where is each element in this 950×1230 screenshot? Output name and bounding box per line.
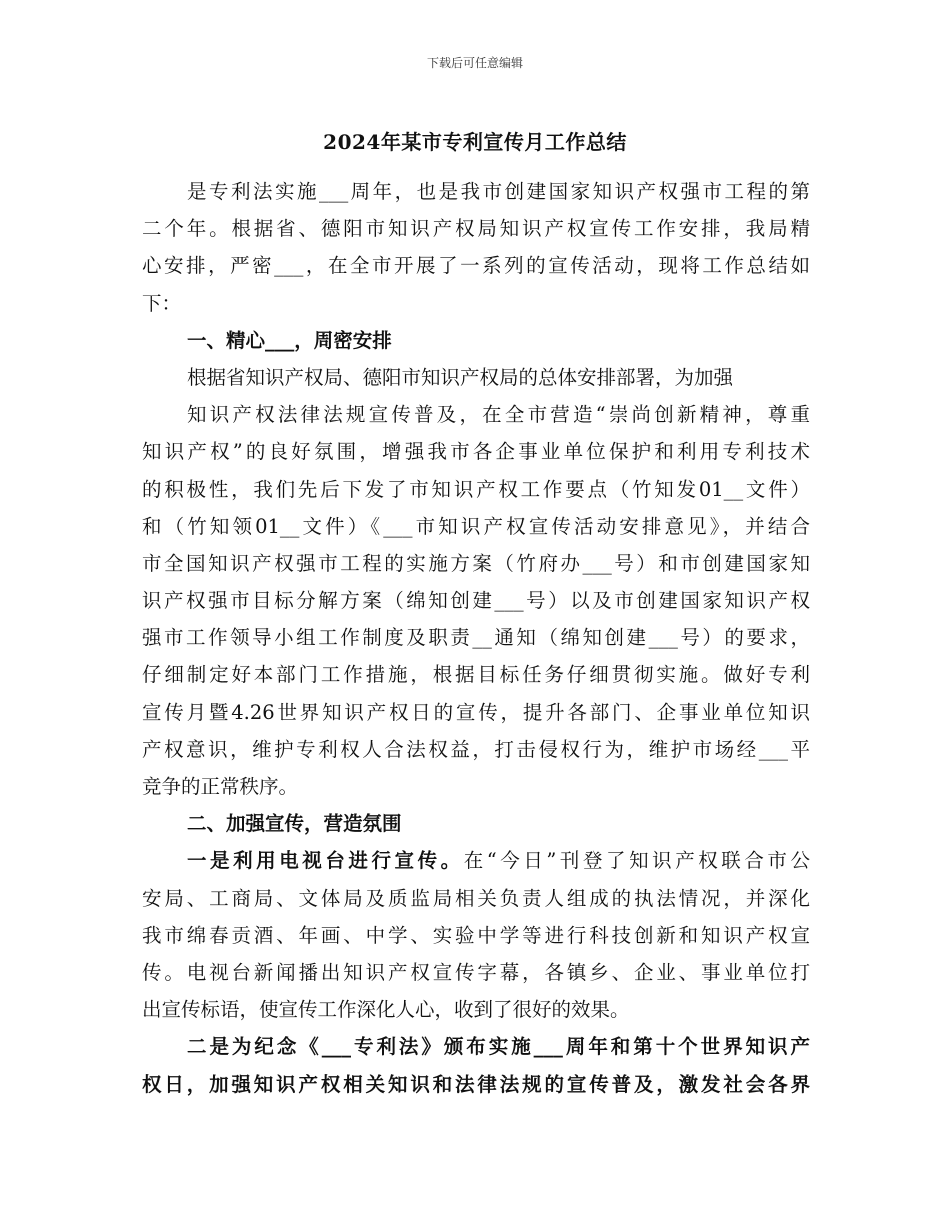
bold-lead-text: 一是利用电视台进行宣传。 <box>187 849 464 873</box>
line-text: 出宣传标语，使宣传工作深化人心，收到了很好的效果。 <box>142 998 630 1022</box>
document-body <box>142 173 810 1103</box>
line-text: 我市绵春贡酒、年画、中学、实验中学等进行科技创新和知识产权宣 <box>142 923 810 947</box>
line-text: 根据省知识产权局、德阳市知识产权局的总体安排部署，为加强 <box>187 365 734 389</box>
paragraph-line <box>142 694 810 731</box>
paragraph-line <box>142 619 810 656</box>
paragraph-line <box>142 247 810 284</box>
paragraph-line <box>142 173 810 210</box>
paragraph-line <box>142 433 810 470</box>
line-text: 和（竹知领01__文件）《___市知识产权宣传活动安排意见》，并结合 <box>142 514 810 538</box>
paragraph-line <box>142 880 810 917</box>
line-text: 知识产权”的良好氛围，增强我市各企事业单位保护和利用专利技术 <box>142 440 810 464</box>
paragraph-line <box>142 842 810 879</box>
line-text: 宣传月暨4.26世界知识产权日的宣传，提升各部门、企事业单位知识 <box>142 700 810 724</box>
section-heading <box>142 805 810 842</box>
line-text: 安局、工商局、文体局及质监局相关负责人组成的执法情况，并深化 <box>142 886 810 910</box>
line-text: 在“今日”刊登了知识产权联合市公 <box>463 849 810 873</box>
paragraph-line <box>142 731 810 768</box>
line-text: 识产权强市目标分解方案（绵知创建___号）以及市创建国家知识产权 <box>142 589 810 613</box>
line-text: 强市工作领导小组工作制度及职责__通知（绵知创建___号）的要求， <box>142 626 810 650</box>
line-text: 是专利法实施___周年，也是我市创建国家知识产权强市工程的第 <box>187 180 810 203</box>
line-text: 心安排，严密___，在全市开展了一系列的宣传活动，现将工作总结如 <box>142 254 810 278</box>
paragraph-line <box>142 656 810 693</box>
line-text: 竞争的正常秩序。 <box>142 775 299 798</box>
line-text: 二个年。根据省、德阳市知识产权局知识产权宣传工作安排，我局精 <box>142 217 810 241</box>
line-text: 知识产权法律法规宣传普及，在全市营造“崇尚创新精神，尊重 <box>187 403 810 427</box>
paragraph-line <box>142 1028 810 1065</box>
paragraph-line <box>142 285 810 322</box>
paragraph-line <box>142 582 810 619</box>
line-text: 传。电视台新闻播出知识产权宣传字幕，各镇乡、企业、事业单位打 <box>142 960 810 984</box>
paragraph-line <box>142 359 810 396</box>
paragraph-line <box>142 954 810 991</box>
paragraph-line <box>142 508 810 545</box>
paragraph-line <box>142 210 810 247</box>
paragraph-line <box>142 396 810 433</box>
paragraph-line <box>142 1066 810 1103</box>
paragraph-line <box>142 991 810 1028</box>
line-text: 产权意识，维护专利权人合法权益，打击侵权行为，维护市场经___平 <box>142 737 810 761</box>
line-text: 仔细制定好本部门工作措施，根据目标任务仔细贯彻实施。做好专利 <box>142 663 810 687</box>
line-text: 的积极性，我们先后下发了市知识产权工作要点（竹知发01__文件） <box>142 477 810 501</box>
line-text: 一、精心___，周密安排 <box>187 328 392 352</box>
paragraph-line <box>142 545 810 582</box>
paragraph-line <box>142 917 810 954</box>
line-text: 二、加强宣传，营造氛围 <box>187 812 402 836</box>
line-text: 市全国知识产权强市工程的实施方案（竹府办___号）和市创建国家知 <box>142 551 810 575</box>
line-text: 二是为纪念《___专利法》颁布实施___周年和第十个世界知识产 <box>187 1035 810 1059</box>
line-text: 权日，加强知识产权相关知识和法律法规的宣传普及，激发社会各界 <box>142 1072 810 1096</box>
paragraph-line <box>142 768 810 805</box>
line-text: 下： <box>142 291 182 315</box>
document-title: 2024年某市专利宣传月工作总结 <box>323 130 627 154</box>
section-heading <box>142 322 810 359</box>
paragraph-line <box>142 471 810 508</box>
download-note: 下载后可任意编辑 <box>426 56 523 70</box>
